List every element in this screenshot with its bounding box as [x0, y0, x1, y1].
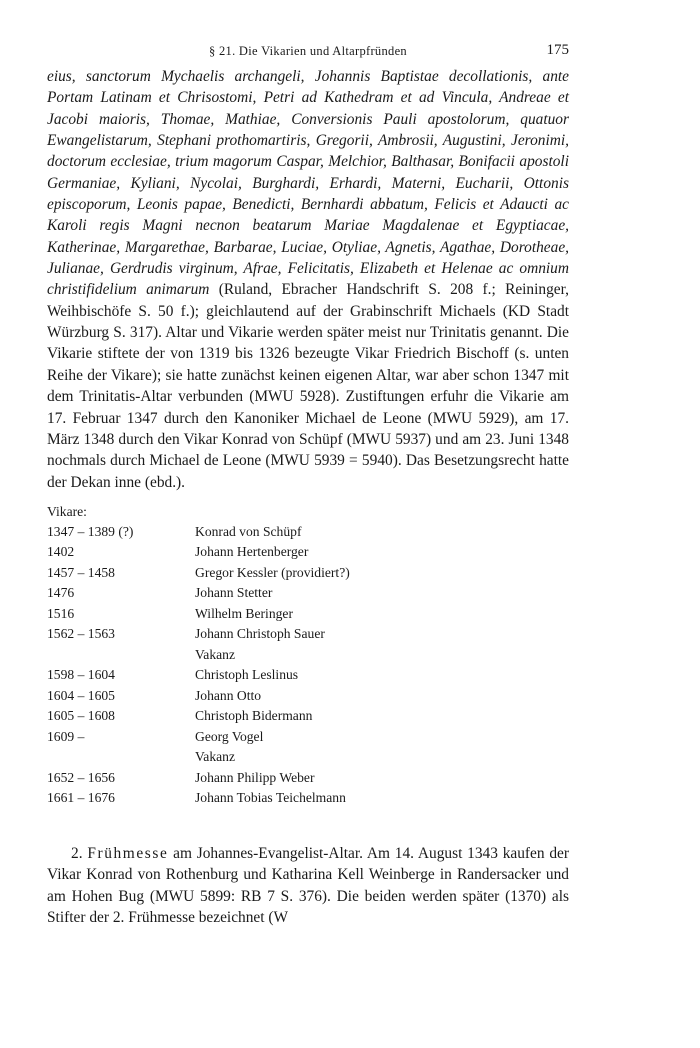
- vikar-years: 1604 – 1605: [47, 687, 115, 703]
- vikar-row: [47, 686, 569, 707]
- vikar-row: [47, 522, 569, 543]
- vikar-years: 1652 – 1656: [47, 769, 115, 785]
- book-page: [47, 0, 569, 928]
- vikar-row: [47, 706, 569, 727]
- vikar-name: Johann Otto: [195, 687, 262, 703]
- vikar-years: [47, 747, 195, 768]
- vikare-list-label: Vikare:: [47, 503, 87, 519]
- vikar-name: Christoph Leslinus: [195, 667, 299, 683]
- vikar-name: Johann Christoph Sauer: [195, 626, 325, 642]
- vikar-years: 1605 – 1608: [47, 708, 115, 724]
- vikar-years: [47, 645, 195, 666]
- vikar-name: Vakanz: [195, 749, 236, 765]
- vikar-name: Vakanz: [195, 646, 236, 662]
- vikar-row: [47, 624, 569, 645]
- latin-patrocinia-list: eius, sanctorum Mychaelis archangeli, Johannis Baptistae decollationis, ante Portam Latinam et Chrisostomi, Petri ad Kathedram et ad Vincula, Andreae et Jacobi maioris, Thomae, Mathiae, Conversionis Pauli apostolorum, quatuor Ewangelistarum, Stephani prothomartiris, Gregorii, Ambrosii, Augustini, Jeronimi, doctorum ecclesiae, trium magorum Caspar, Melchior, Balthasar, Bonifacii apostoli Germaniae, Kyliani, Nycolai, Burghardi, Erhardi, Materni, Eucharii, Ottonis episcoporum, Leonis papae, Benedicti, Bernhardi abbatum, Felicis et Adaucti ac Karoli regis Magni necnon beatarum Mariae Magdalenae et Egyptiacae, Katherinae, Margarethae, Barbarae, Luciae, Otyliae, Agnetis, Agathae, Dorotheae, Julianae, Gerdrudis virginum, Afrae, Felicitatis, Elizabeth et Helenae ac omnium christifidelium animarum: [47, 68, 569, 299]
- vikar-row: [47, 583, 569, 604]
- vikar-name: Gregor Kessler (providiert?): [195, 564, 350, 580]
- fruehmesse-heading: Frühmesse: [87, 844, 169, 862]
- vikar-row: [47, 665, 569, 686]
- item-number: 2.: [71, 844, 88, 862]
- vikar-row: [47, 542, 569, 563]
- vikare-list: [47, 522, 569, 809]
- vikar-years: 1476: [47, 585, 75, 601]
- vikar-years: 1562 – 1563: [47, 626, 115, 642]
- vikar-row: [47, 727, 569, 748]
- running-head: [47, 0, 569, 66]
- vikar-name: Johann Stetter: [195, 585, 273, 601]
- paragraph-altar-patrocinia: [47, 66, 569, 493]
- vikar-name: Christoph Bidermann: [195, 708, 313, 724]
- vikar-years: 1598 – 1604: [47, 667, 115, 683]
- section-title: § 21. Die Vikarien und Altarpfründen: [209, 44, 407, 58]
- vikar-name: Georg Vogel: [195, 728, 264, 744]
- vikar-years: 1402: [47, 544, 75, 560]
- vikar-row: [47, 788, 569, 809]
- page-number: 175: [546, 42, 569, 58]
- vikar-name: Johann Hertenberger: [195, 544, 309, 560]
- vikar-name: Konrad von Schüpf: [195, 523, 302, 539]
- vikar-row: [47, 604, 569, 625]
- vikar-row: [47, 747, 569, 768]
- paragraph-fruehmesse: [47, 843, 569, 928]
- vikar-row: [47, 563, 569, 584]
- paragraph-body-text: (Ruland, Ebracher Handschrift S. 208 f.; Reininger, Weihbischöfe S. 50 f.); gleichlautend auf der Grabinschrift Michaels (KD Stadt Würzburg S. 317). Altar und Vikarie werden später meist nur Trinitatis genannt. Die Vikarie stiftete der von 1319 bis 1326 bezeugte Vikar Friedrich Bischoff (s. unten Reihe der Vikare); sie hatte zunächst keinen eigenen Altar, war aber schon 1347 mit dem Trinitatis-Altar verbunden (MWU 5928). Zustiftungen erfuhr die Vikarie am 17. Februar 1347 durch den Kanoniker Michael de Leone (MWU 5929), am 17. März 1348 durch den Vikar Konrad von Schüpf (MWU 5937) und am 23. Juni 1348 nochmals durch Michael de Leone (MWU 5939 = 5940). Das Besetzungsrecht hatte der Dekan inne (ebd.).: [47, 281, 569, 491]
- vikar-years: 1609 –: [47, 728, 85, 744]
- vikar-name: Wilhelm Beringer: [195, 605, 293, 621]
- vikar-name: Johann Philipp Weber: [195, 769, 315, 785]
- vikar-years: 1457 – 1458: [47, 564, 115, 580]
- vikar-row: [47, 768, 569, 789]
- vikar-years: 1347 – 1389 (?): [47, 523, 134, 539]
- vikar-years: 1516: [47, 605, 75, 621]
- vikar-row: [47, 645, 569, 666]
- paragraph-fruehmesse-text: am Johannes-Evangelist-Altar. Am 14. August 1343 kaufen der Vikar Konrad von Rothenburg und Katharina Kell Weinberge in Randersacker und am Hohen Bug (MWU 5899: RB 7 S. 376). Die beiden werden später (1370) als Stifter der 2. Frühmesse bezeichnet (W: [47, 844, 569, 926]
- vikar-years: 1661 – 1676: [47, 790, 115, 806]
- vikar-name: Johann Tobias Teichelmann: [195, 790, 346, 806]
